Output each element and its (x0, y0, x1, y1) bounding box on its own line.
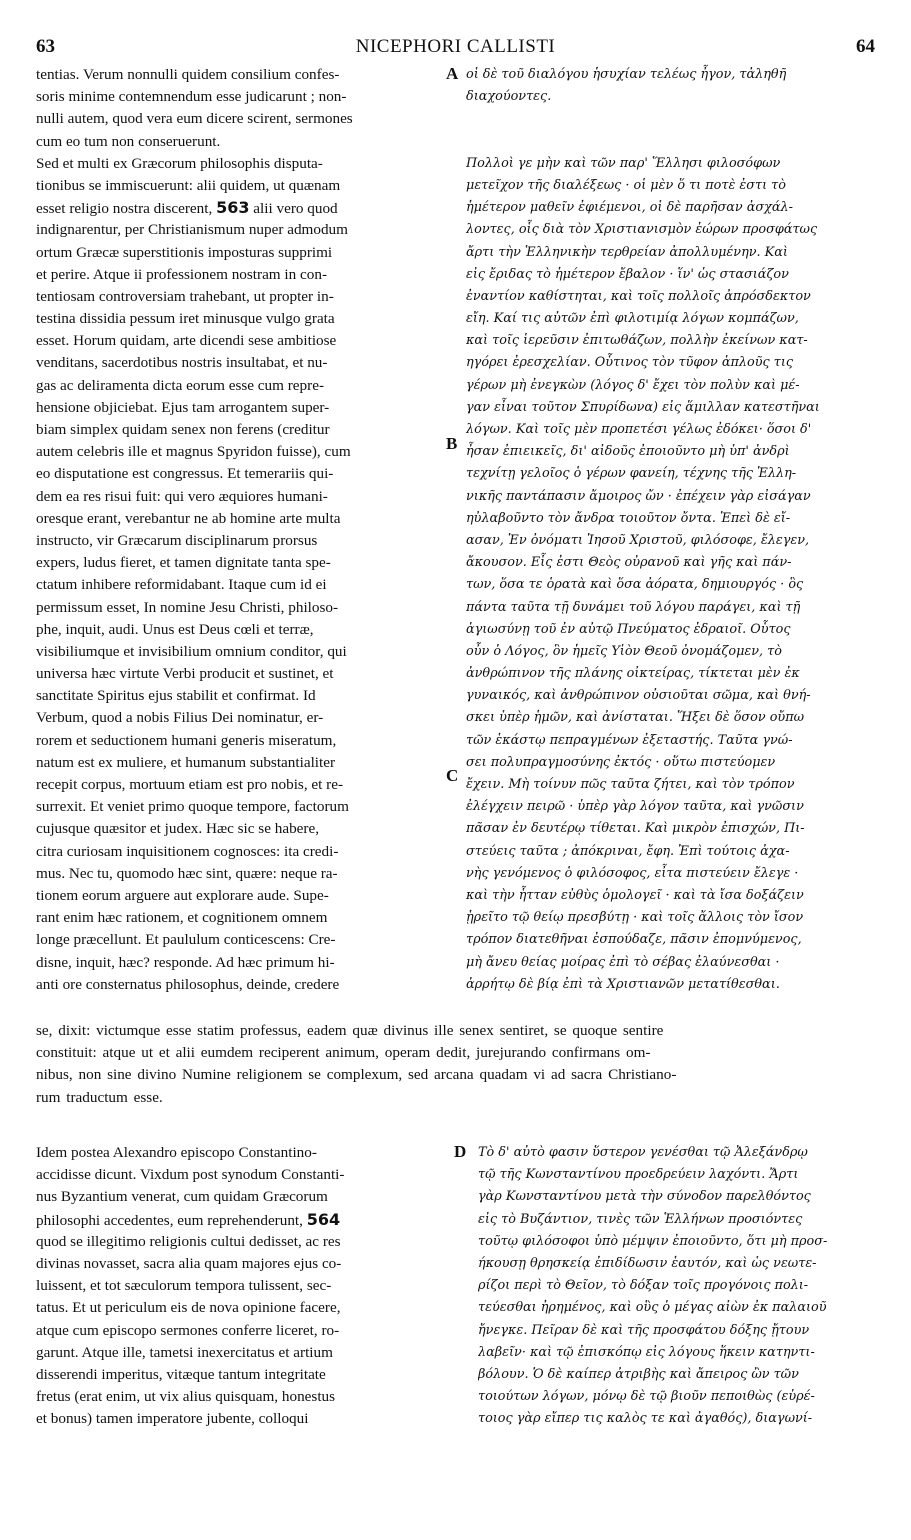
greek-upper-line: ἔχειν. Μὴ τοίνυν πῶς ταῦτα ζήτει, καὶ τὸν τρόπον (466, 777, 795, 792)
latin-upper-line: expers, ludus fieret, et tamen dignitate tanta spe- (36, 554, 331, 572)
latin-upper-line: citra curiosam inquisitionem cognosces: ita credi- (36, 842, 339, 860)
greek-upper-line: ἄκουσον. Εἷς ἐστι Θεὸς οὐρανοῦ καὶ γῆς καὶ πάν- (466, 555, 792, 571)
latin-upper-line: autem celebris ille et magnus Spyridon fuisse), cum (36, 443, 351, 461)
greek-lower-line: τοιούτων λόγων, μόνῳ δὲ τῷ βιοῦν πεποιθὼς (εὑρέ- (478, 1389, 815, 1405)
greek-upper-line: νικῆς παντάπασιν ἄμοιρος ὤν · ἐπέχειν γὰρ εἰσάγαν (466, 488, 811, 504)
latin-column-lower (36, 1142, 448, 1430)
greek-lower-line: τοῦτῳ φιλόσοφοι ὑπὸ μέμψιν ἐποιοῦντο, ὅτι μὴ προσ- (478, 1233, 828, 1249)
greek-upper-line: Πολλοὶ γε μὴν καὶ τῶν παρ' Ἕλλησι φιλοσόφων (466, 155, 781, 171)
greek-upper-line: σει πολυπραγμοσύνης ἐκτός · οὕτω πιστεύομεν (466, 754, 776, 770)
greek-upper-line: ἁγιωσύνῃ τοῦ ἐν αὐτῷ Πνεύματος ἑδραιοῖ. Οὗτος (466, 621, 791, 637)
greek-upper-line: ᾑρεῖτο τῷ θείῳ πρεσβύτῃ · καὶ τοῖς ἄλλοις τὸν ἴσον (466, 910, 804, 926)
greek-lower-line: γὰρ Κωνσταντίνου μετὰ τὴν σύνοδον παρελθόντος (478, 1189, 811, 1205)
greek-upper-line: διαχούοντες. (466, 89, 552, 105)
latin-upper-line: oresque erant, verebantur ne ab homine arte multa (36, 509, 341, 527)
greek-lower-line: Τὸ δ' αὐτὸ φασιν ὕστερον γενέσθαι τῷ Ἀλεξάνδρῳ (478, 1145, 808, 1160)
greek-upper-line: πᾶσαν ἐν δευτέρῳ τίθεται. Καὶ μικρὸν ἐπισχών, Πι- (466, 821, 805, 837)
latin-upper-line: natum est ex muliere, et humanum substantialiter (36, 753, 336, 771)
greek-lower-line: βόλουν. Ὁ δὲ καίπερ ἀτριβὴς καὶ ἄπειρος ὢν τῶν (478, 1366, 799, 1382)
latin-upper-line: disne, inquit, hæc? responde. Ad hæc primum hi- (36, 953, 335, 971)
latin-lower-line: et bonus) tamen imperatore jubente, colloqui (36, 1410, 309, 1428)
greek-upper-line: γαν εἶναι τοῦτον Σπυρίδωνα) εἰς ἅμιλλαν κατεστῆναι (466, 399, 820, 415)
margin-marker-d: D (454, 1142, 467, 1161)
latin-upper-line: eo disputatione est congressus. Et temerariis qui- (36, 465, 334, 483)
latin-upper-line: tionem eorum arguere aut explorare aude. Supe- (36, 886, 329, 904)
latin-full-line: nibus, non sine divino Numine religionem se complexum, sed arcana quadam vi ad sacra Christiano- (36, 1066, 677, 1084)
latin-upper-line: tentias. Verum nonnulli quidem consilium confes- (36, 66, 340, 83)
latin-upper-line: biam simplex quidam senex non ferens (creditur (36, 421, 330, 438)
greek-upper-line: ἐναντίον καθίστηται, καὶ τοῖς πολλοῖς ἀπρόσδεκτον (466, 288, 811, 304)
greek-upper-line: μὴ ἄνευ θείας μοίρας ἐπὶ τὸ σέβας ἐλαύνεσθαι · (466, 954, 780, 970)
greek-upper-line: τρόπον διατεθῆναι ἐσπούδαζε, πᾶσιν ἐπομνύμενος, (466, 932, 802, 948)
greek-upper-line: νὴς γενόμενος ὁ φιλόσοφος, εἶτα πιστεύειν ἔλεγε · (466, 865, 799, 881)
latin-upper-line: venditans, sacerdotibus nostris insultabat, et nu- (36, 354, 328, 372)
latin-lower-line: garunt. Atque ille, tametsi inexercitatus et artium (36, 1343, 333, 1361)
latin-lower-line: tatus. Et ut periculum eis de nova opinione facere, (36, 1299, 341, 1317)
latin-upper-line: Sed et multi ex Græcorum philosophis disputa- (36, 154, 323, 172)
latin-upper-line: cum eo tum non conseruerunt. (36, 132, 221, 150)
latin-lower-line: nus Byzantium venerat, cum quidam Græcorum (36, 1188, 328, 1206)
latin-upper-line: phe, inquit, audi. Unus est Deus cœli et terræ, (36, 620, 314, 638)
latin-upper-line: ctatum inhibere reformidabant. Itaque cum id ei (36, 576, 327, 594)
column-number-564: 564 (306, 1209, 341, 1229)
greek-lower-line: τεύεσθαι ἠρημένος, καὶ οὓς ὁ μέγας αἰὼν ἐκ παλαιοῦ (478, 1300, 827, 1316)
running-title: NICEPHORI CALLISTI (355, 36, 556, 57)
greek-upper-line: ασαν, Ἐν ὀνόματι Ἰησοῦ Χριστοῦ, φιλόσοφε, ἔλεγεν, (466, 532, 810, 548)
greek-upper-line (466, 131, 874, 153)
latin-full-line: constituit: atque ut et alii eumdem reciperent animum, operam dedit, jurejurando confirmans om- (36, 1044, 651, 1062)
greek-upper-line: ἐλέγχειν πειρῶ · ὑπὲρ γὰρ λόγον ταῦτα, καὶ γνῶσιν (466, 799, 804, 815)
greek-lower-line: τῷ τῆς Κωνσταντίνου προεδρεύειν λαχόντι. Ἄρτι (478, 1167, 799, 1183)
greek-lower-line: ήκουσῃ θρησκείᾳ ἐπιδίδωσιν ἑαυτόν, καὶ ὡς νεωτε- (478, 1255, 817, 1271)
greek-upper-line: καὶ τοῖς ἱερεῦσιν ἐπιτωθάζων, πολλὴν ἐκείνων κατ- (466, 333, 808, 349)
greek-upper-line: πάντα ταῦτα τῇ δυνάμει τοῦ λόγου παράγει, καὶ τῇ (466, 599, 801, 615)
latin-upper-line: Verbum, quod a nobis Filius Dei nominatur, er- (36, 709, 324, 727)
latin-lower-line: accidisse dicunt. Vixdum post synodum Constanti- (36, 1166, 345, 1184)
latin-upper-line: recepit corpus, mortuum etiam est pro nobis, et re- (36, 776, 344, 793)
latin-upper-line: sanctitate Spiritus ejus stabilit et confirmat. Id (36, 687, 316, 705)
latin-upper-line: gas ac deliramenta dicta eorum esse cum repre- (36, 376, 324, 394)
greek-upper-line: ἦσαν ἐπιεικεῖς, δι' αἰδοῦς ἐποιοῦντο μὴ ὑπ' ἀνδρὶ (466, 444, 790, 460)
greek-upper-line: λόγων. Καὶ τοῖς μὲν προπετέσι γέλως ἐδόκει· ὅσοι δ' (466, 422, 812, 437)
latin-lower-line: quod se illegitimo religionis cultui dedisset, ac res (36, 1232, 341, 1250)
latin-lower-line: disserendi imperitus, vitæque tantum integritate (36, 1365, 326, 1383)
latin-upper-line: mus. Nec tu, quomodo hæc sint, quære: neque ra- (36, 864, 338, 882)
greek-upper-line: γέρων μὴ ἐνεγκὼν (λόγος δ' ἔχει τὸν πολὺν καὶ μέ- (466, 377, 800, 393)
latin-upper-line: ortum Græcæ superstitionis imposturas supprimi (36, 243, 333, 261)
latin-upper-line: anti ore consternatus philosophus, deinde, credere (36, 975, 340, 993)
latin-lower-line: luissent, et tot sæculorum tempora tulissent, sec- (36, 1277, 332, 1295)
margin-marker-b: B (446, 434, 458, 453)
latin-upper-line: tentiosam controversiam trahebant, ut propter in- (36, 287, 334, 305)
latin-upper-line: et perire. Atque ii professionem nostram in con- (36, 265, 328, 283)
latin-upper-line: tionibus se immiscuerunt: alii quidem, ut quænam (36, 176, 341, 194)
latin-upper-line: instructo, vir Græcarum disciplinarum prorsus (36, 531, 318, 549)
greek-upper-line: εἴη. Καί τις αὐτῶν ἐπὶ φιλοτιμίᾳ λόγων κομπάζων, (466, 311, 799, 327)
margin-marker-a: A (446, 64, 459, 83)
greek-upper-line: τῶν ἑκάστῳ πεπραγμένων ἐξεταστής. Ταῦτα γνώ- (466, 732, 793, 748)
greek-column-upper (466, 64, 874, 996)
latin-upper-line: soris minime contemnendum esse judicarunt ; non- (36, 88, 347, 106)
greek-upper-line: στεύεις ταῦτα ; ἀπόκριναι, ἔφη. Ἐπὶ τούτοις ἀχα- (466, 843, 790, 859)
latin-upper-line: hensione objiciebat. Ejus tam arrogantem super- (36, 398, 330, 416)
greek-upper-line: των, ὅσα τε ὁρατὰ καὶ ὅσα ἀόρατα, δημιουργός · ὃς (466, 577, 804, 593)
latin-upper-line: indignarentur, per Christianismum nuper admodum (36, 221, 348, 239)
latin-upper-line: esset religio nostra discerent, 563 alii vero quod (36, 198, 338, 218)
greek-upper-line: σκει ὑπὲρ ἡμῶν, καὶ ἀνίσταται. Ἥξει δὲ ὅσον οὔπω (466, 710, 805, 726)
latin-upper-line: cujusque quæsitor et judex. Hæc sic se habere, (36, 820, 320, 838)
latin-lower-line: divinas novasset, sacra alia quam majores ejus co- (36, 1254, 342, 1272)
page-number-right: 64 (856, 36, 875, 57)
greek-upper-line: οὖν ὁ Λόγος, ὃν ἡμεῖς Υἱὸν Θεοῦ ὀνομάζομεν, τὸ (466, 643, 782, 659)
greek-lower-line: ρίζοι περὶ τὸ Θεῖον, τὸ δόξαν τοῖς προγόνοις πολι- (478, 1278, 809, 1294)
greek-lower-line: εἰς τὸ Βυζάντιον, τινὲς τῶν Ἑλλήνων προσιόντες (478, 1211, 803, 1227)
greek-upper-line: ἀνθρώπινον τῆς πλάνης οἰκτείρας, τίκτεται μὲν ἐκ (466, 666, 800, 682)
latin-column-upper (36, 64, 441, 996)
latin-upper-line: surrexit. Et veniet primo quoque tempore, factorum (36, 798, 349, 816)
latin-upper-line: testina dissidia pessum iret minusque vulgo grata (36, 310, 335, 328)
greek-upper-line: ηγόρει ἐρεσχελίαν. Οὗτινος τὸν τῦφον ἁπλοῦς τις (466, 355, 794, 371)
margin-marker-c: C (446, 766, 459, 785)
greek-lower-line: τοιος γὰρ εἴπερ τις καλὸς τε καὶ ἀγαθός), διαγωνί- (478, 1411, 813, 1427)
latin-upper-line: visibiliumque et invisibilium omnium conditor, qui (36, 642, 347, 660)
greek-upper-line: ἡμέτερον μαθεῖν ἐφιέμενοι, οἱ δὲ παρῆσαν ἀσχάλ- (466, 200, 793, 216)
running-header (36, 36, 875, 58)
greek-upper-line: μετεῖχον τῆς διαλέξεως · οἱ μὲν ὅ τι ποτὲ ἐστι τὸ (466, 177, 786, 193)
latin-upper-line: longe præcellunt. Et paululum conticescens: Cre- (36, 931, 336, 949)
greek-upper-line: λοντες, οἷς διὰ τὸν Χριστιανισμὸν ἐώρων προσφάτως (466, 222, 818, 238)
latin-full-line: se, dixit: victumque esse statim professus, eadem quæ divinus ille senex sentiret, se quoque sentire (36, 1022, 664, 1039)
latin-lower-line: fretus (erat enim, ut vix alius quisquam, honestus (36, 1388, 336, 1406)
greek-upper-line: εἰς ἔριδας τὸ ἡμέτερον ἔβαλον · ἵν' ὡς στασιάζον (466, 266, 789, 282)
greek-lower-line: ἤνεγκε. Πεῖραν δὲ καὶ τῆς προσφάτου δόξης ᾔτουν (478, 1322, 810, 1338)
latin-upper-line: universa hæc virtute Verbi producit et sustinet, et (36, 665, 334, 683)
page-number-left: 63 (36, 36, 55, 57)
latin-upper-line: esset. Horum quidam, arte dicendi sese ambitiose (36, 332, 337, 350)
column-number-563: 563 (216, 198, 250, 218)
latin-upper-line: rant enim hæc rationem, et cognitionem omnem (36, 909, 328, 927)
greek-lower-line: λαβεῖν· καὶ τῷ ἐπισκόπῳ εἰς λόγους ἥκειν κατηντι- (478, 1344, 815, 1360)
latin-upper-line: dem ea res risui fuit: qui vero æquiores humani- (36, 487, 328, 505)
latin-full-width-continuation (36, 1020, 876, 1109)
latin-upper-line: rorem et seductionem humani generis miseratum, (36, 731, 337, 749)
greek-column-lower (478, 1142, 876, 1430)
greek-upper-line: καὶ τὴν ἧτταν εὐθὺς ὁμολογεῖ · καὶ τὰ ἴσα δοξάζειν (466, 887, 804, 903)
greek-upper-line: τεχνίτῃ γελοῖος ὁ γέρων φανείη, τέχνης τῆς Ἑλλη- (466, 466, 797, 482)
greek-upper-line (466, 108, 874, 130)
latin-upper-line: nulli autem, quod vera eum dicere scirent, sermones (36, 110, 353, 128)
latin-upper-line: permissum esset, In nomine Jesu Christi, philoso- (36, 598, 339, 616)
greek-upper-line: ηὐλαβοῦντο τὸν ἄνδρα τοιοῦτον ὄντα. Ἐπεὶ δὲ εἴ- (466, 510, 791, 526)
greek-upper-line: ἄρτι τὴν Ἑλληνικὴν τερθρείαν ἀπολλυμένην. Καὶ (466, 244, 788, 260)
greek-upper-line: γυναικός, καὶ ἀνθρώπινον οὐσιοῦται σῶμα, καὶ θνή- (466, 688, 811, 704)
greek-upper-line: οἱ δὲ τοῦ διαλόγου ἡσυχίαν τελέως ἦγον, τἀληθῆ (466, 67, 787, 82)
line-continuation: alii vero quod (249, 200, 338, 218)
latin-lower-line: philosophi accedentes, eum reprehenderunt, 564 (36, 1209, 341, 1229)
greek-upper-line: ἀρρήτῳ δὲ βίᾳ ἐπὶ τὰ Χριστιανῶν μετατίθεσθαι. (466, 976, 780, 992)
latin-full-line: rum traductum esse. (36, 1088, 163, 1106)
latin-lower-line: Idem postea Alexandro episcopo Constantino- (36, 1144, 317, 1161)
latin-lower-line: atque cum episcopo sermones conferre liceret, ro- (36, 1321, 340, 1339)
